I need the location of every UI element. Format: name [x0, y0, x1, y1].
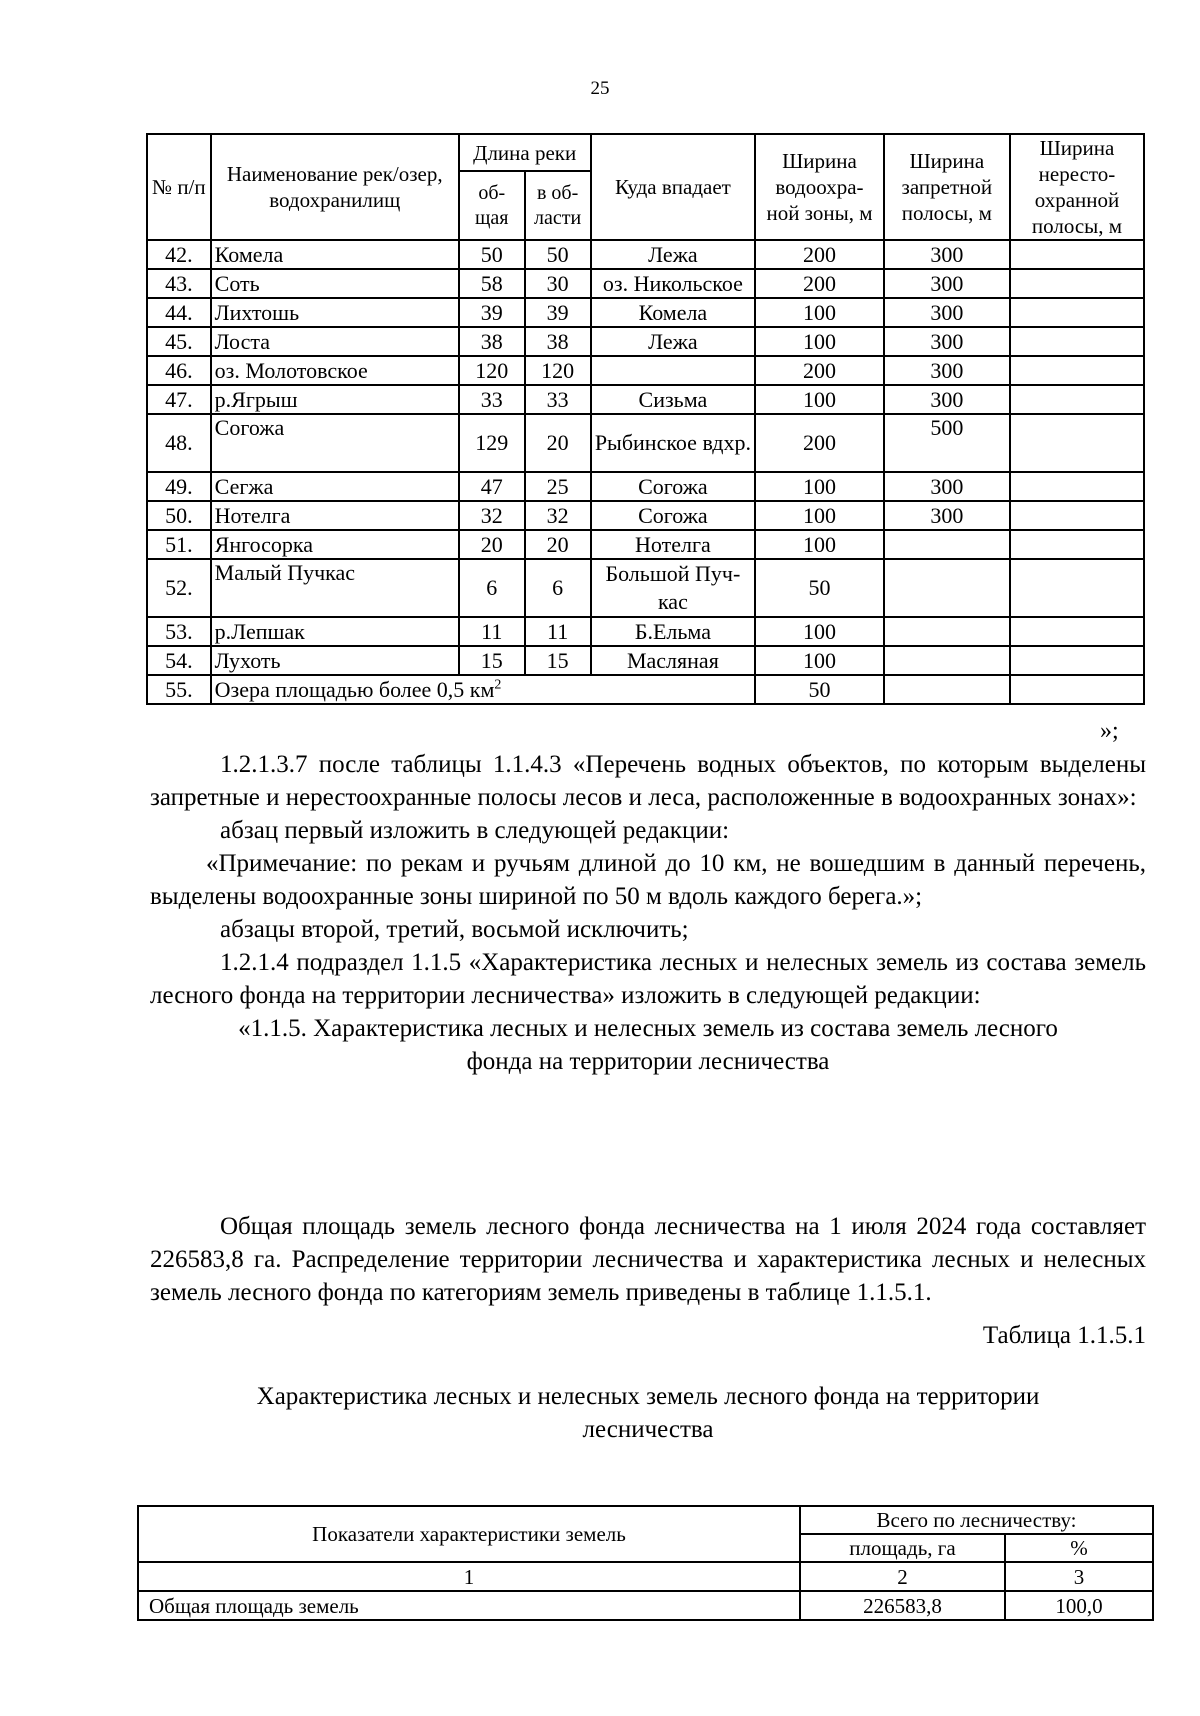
spawning-width [1010, 240, 1144, 269]
river-name: Согожа [211, 414, 459, 472]
table-row [147, 240, 1144, 269]
flows-into: Масляная [591, 646, 756, 675]
spawning-width [1010, 385, 1144, 414]
row-number: 44. [147, 298, 211, 327]
flows-into: Согожа [591, 472, 756, 501]
river-name: Янгосорка [211, 530, 459, 559]
length-total: 6 [459, 559, 525, 617]
river-name: оз. Молотовское [211, 356, 459, 385]
river-name: р.Ягрыш [211, 385, 459, 414]
row-number: 46. [147, 356, 211, 385]
table-row [147, 617, 1144, 646]
length-total: 15 [459, 646, 525, 675]
land-characteristics-table [137, 1505, 1154, 1621]
forbidden-width [884, 617, 1010, 646]
forbidden-width: 300 [884, 269, 1010, 298]
table-row [147, 646, 1144, 675]
header-percent: % [1005, 1534, 1153, 1562]
length-region: 15 [525, 646, 591, 675]
spawning-width [1010, 356, 1144, 385]
river-name: Лухоть [211, 646, 459, 675]
length-region: 20 [525, 414, 591, 472]
length-total: 129 [459, 414, 525, 472]
flows-into: Рыбинское вдхр. [591, 414, 756, 472]
spawning-width [1010, 472, 1144, 501]
water-zone-width: 100 [755, 530, 883, 559]
paragraph-3: «Примечание: по рекам и ручьям длиной до 10 км, не вошедшим в данный перечень, выделены водоохранные зоны шириной по 50 м вдоль каждого берега.»; [150, 850, 1146, 910]
row-number: 51. [147, 530, 211, 559]
body-text [150, 748, 1146, 1078]
length-total: 39 [459, 298, 525, 327]
forbidden-width: 300 [884, 327, 1010, 356]
table-row [147, 327, 1144, 356]
row-number: 48. [147, 414, 211, 472]
table-row [147, 559, 1144, 617]
header-num: № п/п [147, 134, 211, 240]
water-zone-width: 100 [755, 327, 883, 356]
header-length-total: об-щая [459, 171, 525, 240]
paragraph-2: абзац первый изложить в следующей редакции: [220, 817, 730, 844]
table-row-55 [147, 675, 1144, 704]
forbidden-width: 300 [884, 240, 1010, 269]
flows-into: Согожа [591, 501, 756, 530]
closing-mark: »; [1100, 718, 1119, 744]
spawning-width [1010, 269, 1144, 298]
length-total: 58 [459, 269, 525, 298]
river-name: Соть [211, 269, 459, 298]
paragraph-1: 1.2.1.3.7 после таблицы 1.1.4.3 «Перечень водных объектов, по которым выделены запретные и нерестоохранные полосы лесов и леса, расположенные в водоохранных зонах»: [150, 751, 1146, 811]
river-name: Малый Пучкас [211, 559, 459, 617]
table-label: Таблица 1.1.5.1 [982, 1322, 1146, 1349]
col-number-3: 3 [1005, 1562, 1153, 1591]
table-title-line-2: лесничества [582, 1416, 714, 1443]
length-region: 30 [525, 269, 591, 298]
lakes-row-label [211, 675, 756, 704]
lakes-row-text: Озера площадью более 0,5 км [214, 676, 495, 702]
river-name: Лоста [211, 327, 459, 356]
table-row [147, 385, 1144, 414]
flows-into: Лежа [591, 240, 756, 269]
river-name: р.Лепшак [211, 617, 459, 646]
forbidden-width [884, 646, 1010, 675]
header-forbidden: Ширина запретной полосы, м [884, 134, 1010, 240]
forbidden-width: 300 [884, 472, 1010, 501]
flows-into: Лежа [591, 327, 756, 356]
flows-into [591, 356, 756, 385]
land-row-label: Общая площадь земель [138, 1591, 800, 1620]
row-number: 49. [147, 472, 211, 501]
table-row [147, 414, 1144, 472]
paragraph-5: 1.2.1.4 подраздел 1.1.5 «Характеристика лесных и нелесных земель из состава земель лесного фонда на территории лесничества» изложить в следующей редакции: [150, 949, 1146, 1009]
water-zone-width: 200 [755, 269, 883, 298]
water-zone-width: 200 [755, 414, 883, 472]
length-total: 20 [459, 530, 525, 559]
river-name: Сегжа [211, 472, 459, 501]
section-heading-line-1: «1.1.5. Характеристика лесных и нелесных земель из состава земель лесного [238, 1015, 1058, 1042]
water-zone-width: 100 [755, 501, 883, 530]
forbidden-width [884, 530, 1010, 559]
river-name: Нотелга [211, 501, 459, 530]
table-row [147, 501, 1144, 530]
spawning-width [1010, 559, 1144, 617]
row-number: 50. [147, 501, 211, 530]
length-region: 25 [525, 472, 591, 501]
water-zone-width: 100 [755, 617, 883, 646]
header-flows-into: Куда впадает [591, 134, 756, 240]
table-title-line-1: Характеристика лесных и нелесных земель лесного фонда на территории [256, 1383, 1040, 1410]
paragraph-6: Общая площадь земель лесного фонда лесничества на 1 июля 2024 года составляет 226583,8 га. Распределение территории лесничества и характеристика лесных и нелесных земель лесного фонда по категориям земель приведены в таблице 1.1.5.1. [150, 1213, 1146, 1306]
rivers-header-row-1 [147, 134, 1144, 171]
water-zone-width: 200 [755, 356, 883, 385]
land-row-area: 226583,8 [800, 1591, 1005, 1620]
spawning-width [1010, 501, 1144, 530]
forbidden-width: 300 [884, 356, 1010, 385]
length-total: 47 [459, 472, 525, 501]
row-number: 43. [147, 269, 211, 298]
river-name: Лихтошь [211, 298, 459, 327]
length-region: 50 [525, 240, 591, 269]
table-row [147, 356, 1144, 385]
flows-into: Большой Пуч-кас [591, 559, 756, 617]
length-total: 32 [459, 501, 525, 530]
section-heading-line-2: фонда на территории лесничества [466, 1048, 830, 1075]
length-region: 6 [525, 559, 591, 617]
lakes-row-forbidden [884, 675, 1010, 704]
forbidden-width [884, 559, 1010, 617]
spawning-width [1010, 617, 1144, 646]
forbidden-width: 300 [884, 501, 1010, 530]
header-length: Длина реки [459, 134, 591, 171]
spawning-width [1010, 298, 1144, 327]
flows-into: Нотелга [591, 530, 756, 559]
spawning-width [1010, 414, 1144, 472]
land-column-numbers-row [138, 1562, 1153, 1591]
page-number: 25 [590, 78, 610, 99]
water-zone-width: 100 [755, 472, 883, 501]
spawning-width [1010, 646, 1144, 675]
header-indicators: Показатели характеристики земель [138, 1506, 800, 1562]
lakes-row-sup: 2 [494, 677, 502, 693]
length-region: 32 [525, 501, 591, 530]
header-area: площадь, га [800, 1534, 1005, 1562]
table-row [147, 530, 1144, 559]
body-text-2 [150, 1210, 1146, 1446]
water-zone-width: 100 [755, 385, 883, 414]
flows-into: Б.Ельма [591, 617, 756, 646]
table-row [147, 298, 1144, 327]
header-total: Всего по лесничеству: [800, 1506, 1153, 1534]
row-number: 47. [147, 385, 211, 414]
table-row [147, 472, 1144, 501]
header-length-region: в об-ласти [525, 171, 591, 240]
length-total: 120 [459, 356, 525, 385]
land-row-percent: 100,0 [1005, 1591, 1153, 1620]
spawning-width [1010, 530, 1144, 559]
row-number: 53. [147, 617, 211, 646]
forbidden-width: 300 [884, 298, 1010, 327]
paragraph-4: абзацы второй, третий, восьмой исключить; [220, 916, 689, 943]
length-region: 39 [525, 298, 591, 327]
water-zone-width: 50 [755, 559, 883, 617]
length-total: 38 [459, 327, 525, 356]
lakes-row-spawning [1010, 675, 1144, 704]
water-zone-width: 100 [755, 298, 883, 327]
length-region: 38 [525, 327, 591, 356]
forbidden-width: 300 [884, 385, 1010, 414]
header-water-zone: Ширина водоохра-ной зоны, м [755, 134, 883, 240]
forbidden-width: 500 [884, 414, 1010, 472]
table-row [147, 269, 1144, 298]
row-number: 45. [147, 327, 211, 356]
length-total: 11 [459, 617, 525, 646]
row-number: 55. [147, 675, 211, 704]
row-number: 52. [147, 559, 211, 617]
length-region: 11 [525, 617, 591, 646]
length-total: 33 [459, 385, 525, 414]
land-header-row-1 [138, 1506, 1153, 1534]
spawning-width [1010, 327, 1144, 356]
col-number-1: 1 [138, 1562, 800, 1591]
water-zone-width: 200 [755, 240, 883, 269]
water-zone-width: 100 [755, 646, 883, 675]
header-name: Наименование рек/озер, водохранилищ [211, 134, 459, 240]
rivers-table-body [147, 240, 1144, 675]
flows-into: Сизьма [591, 385, 756, 414]
table-row [138, 1591, 1153, 1620]
river-name: Комела [211, 240, 459, 269]
lakes-row-zone: 50 [755, 675, 883, 704]
length-region: 20 [525, 530, 591, 559]
length-total: 50 [459, 240, 525, 269]
rivers-table [146, 133, 1145, 705]
length-region: 120 [525, 356, 591, 385]
col-number-2: 2 [800, 1562, 1005, 1591]
length-region: 33 [525, 385, 591, 414]
row-number: 42. [147, 240, 211, 269]
header-spawning: Ширина нересто-охранной полосы, м [1010, 134, 1144, 240]
flows-into: оз. Никольское [591, 269, 756, 298]
flows-into: Комела [591, 298, 756, 327]
row-number: 54. [147, 646, 211, 675]
